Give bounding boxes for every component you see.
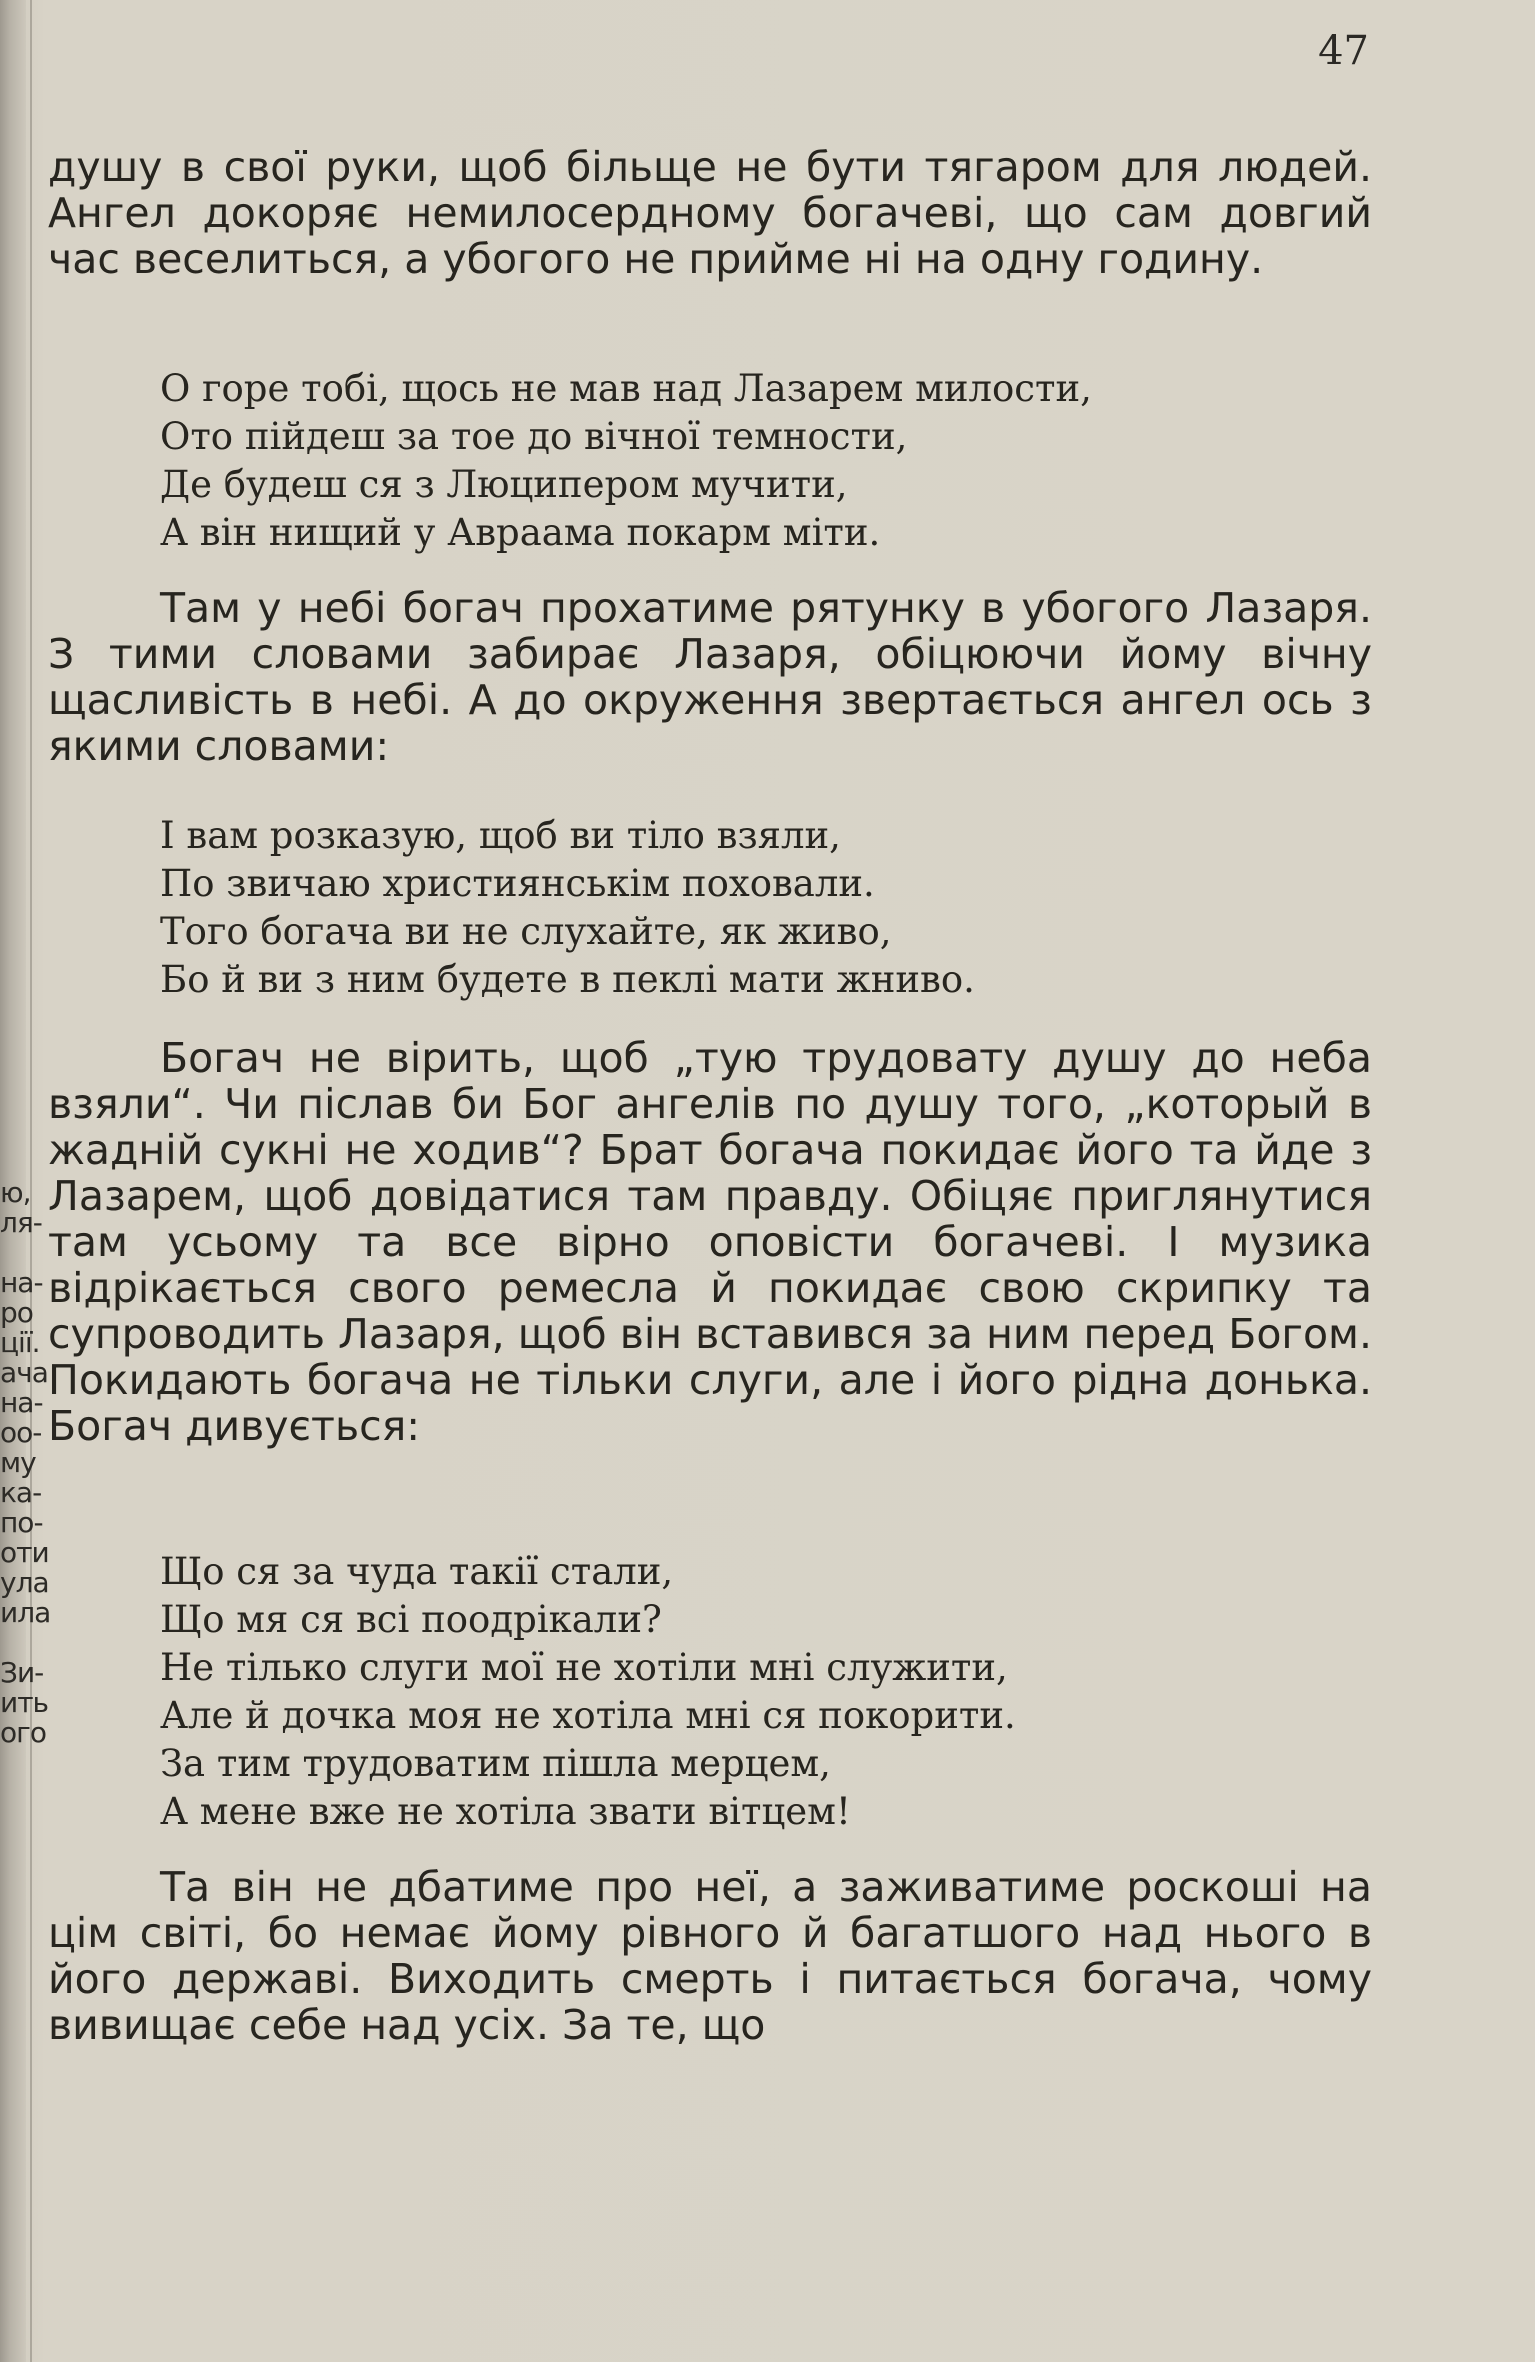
margin-fragment: ро bbox=[0, 1296, 33, 1329]
verse-line: Але й дочка моя не хотіла мні ся покорити. bbox=[160, 1694, 1016, 1737]
paragraph-4 bbox=[48, 1864, 1372, 2048]
paragraph-text: Та він не дбатиме про неї, а заживатиме роскоші на цім світі, бо немає йому рівного й багатшого над нього в його державі. Виходить смерть і питається богача, чому вивищає себе над усіх. За те, що bbox=[48, 1863, 1372, 2049]
margin-fragment: по- bbox=[0, 1506, 43, 1539]
verse-line: По звичаю християнськім поховали. bbox=[160, 862, 875, 905]
margin-fragment: на- bbox=[0, 1266, 43, 1299]
page-number: 47 bbox=[1318, 28, 1369, 74]
verse-line: Що ся за чуда такії стали, bbox=[160, 1550, 674, 1593]
margin-fragment: ю, bbox=[0, 1176, 31, 1209]
margin-fragment: ила bbox=[0, 1596, 51, 1629]
margin-fragment: ула bbox=[0, 1566, 49, 1599]
verse-stanza-3 bbox=[160, 1548, 1320, 1836]
paragraph-2 bbox=[48, 585, 1372, 769]
verse-stanza-2 bbox=[160, 812, 1320, 1004]
margin-fragment: ого bbox=[0, 1716, 46, 1749]
verse-stanza-1 bbox=[160, 365, 1320, 557]
verse-line: О горе тобі, щось не мав над Лазарем милости, bbox=[160, 367, 1092, 410]
margin-fragment: оо- bbox=[0, 1416, 42, 1449]
paragraph-text: Богач не вірить, щоб „тую трудовату душу до неба взяли“. Чи післав би Бог ангелів по душу того, „который в жадній сукні не ходив“? Брат богача покидає його та йде з Лазарем, щоб довідатися там правду. Обіцяє приглянутися там усьому та все вірно оповісти богачеві. І музика відрікається свого ремесла й покидає свою скрипку та супроводить Лазаря, щоб він вставився за ним перед Богом. Покидають богача не тільки слуги, але і його рідна донька. Богач дивується: bbox=[48, 1034, 1372, 1450]
verse-line: За тим трудоватим пішла мерцем, bbox=[160, 1742, 831, 1785]
margin-fragment: ля- bbox=[0, 1206, 42, 1239]
verse-line: Того богача ви не слухайте, як живо, bbox=[160, 910, 892, 953]
margin-fragment: цiï. bbox=[0, 1326, 40, 1359]
paragraph-text: душу в свої руки, щоб більще не бути тягаром для людей. Ангел докоряє немилосердному богачеві, що сам довгий час веселиться, а убогого не прийме ні на одну годину. bbox=[48, 143, 1372, 283]
verse-line: А він нищий у Авраама покарм міти. bbox=[160, 511, 881, 554]
adjacent-page-fragments bbox=[0, 1176, 51, 1749]
margin-fragment bbox=[0, 1628, 40, 1658]
verse-line: І вам розказую, щоб ви тіло взяли, bbox=[160, 814, 841, 857]
margin-fragment: Зи- bbox=[0, 1656, 44, 1689]
paragraph-1 bbox=[48, 144, 1372, 282]
paragraph-text: Там у небі богач прохатиме рятунку в убогого Лазаря. З тими словами забирає Лазаря, обіцюючи йому вічну щасливість в небі. А до окруження звертається ангел ось з якими словами: bbox=[48, 584, 1372, 770]
verse-line: Бо й ви з ним будете в пеклі мати жниво. bbox=[160, 958, 975, 1001]
margin-fragment: ить bbox=[0, 1686, 49, 1719]
margin-fragment: ка- bbox=[0, 1476, 42, 1509]
margin-fragment: оти bbox=[0, 1536, 49, 1569]
margin-fragment: на- bbox=[0, 1386, 43, 1419]
margin-fragment: ача bbox=[0, 1356, 48, 1389]
verse-line: Не тілько слуги мої не хотіли мні служити, bbox=[160, 1646, 1008, 1689]
verse-line: Що мя ся всі поодрікали? bbox=[160, 1598, 662, 1641]
margin-fragment bbox=[0, 1238, 40, 1268]
verse-line: Ото пійдеш за тое до вічної темности, bbox=[160, 415, 908, 458]
margin-fragment: му bbox=[0, 1446, 36, 1479]
verse-line: А мене вже не хотіла звати вітцем! bbox=[160, 1790, 851, 1833]
verse-line: Де будеш ся з Люципером мучити, bbox=[160, 463, 848, 506]
paragraph-3 bbox=[48, 1035, 1372, 1449]
